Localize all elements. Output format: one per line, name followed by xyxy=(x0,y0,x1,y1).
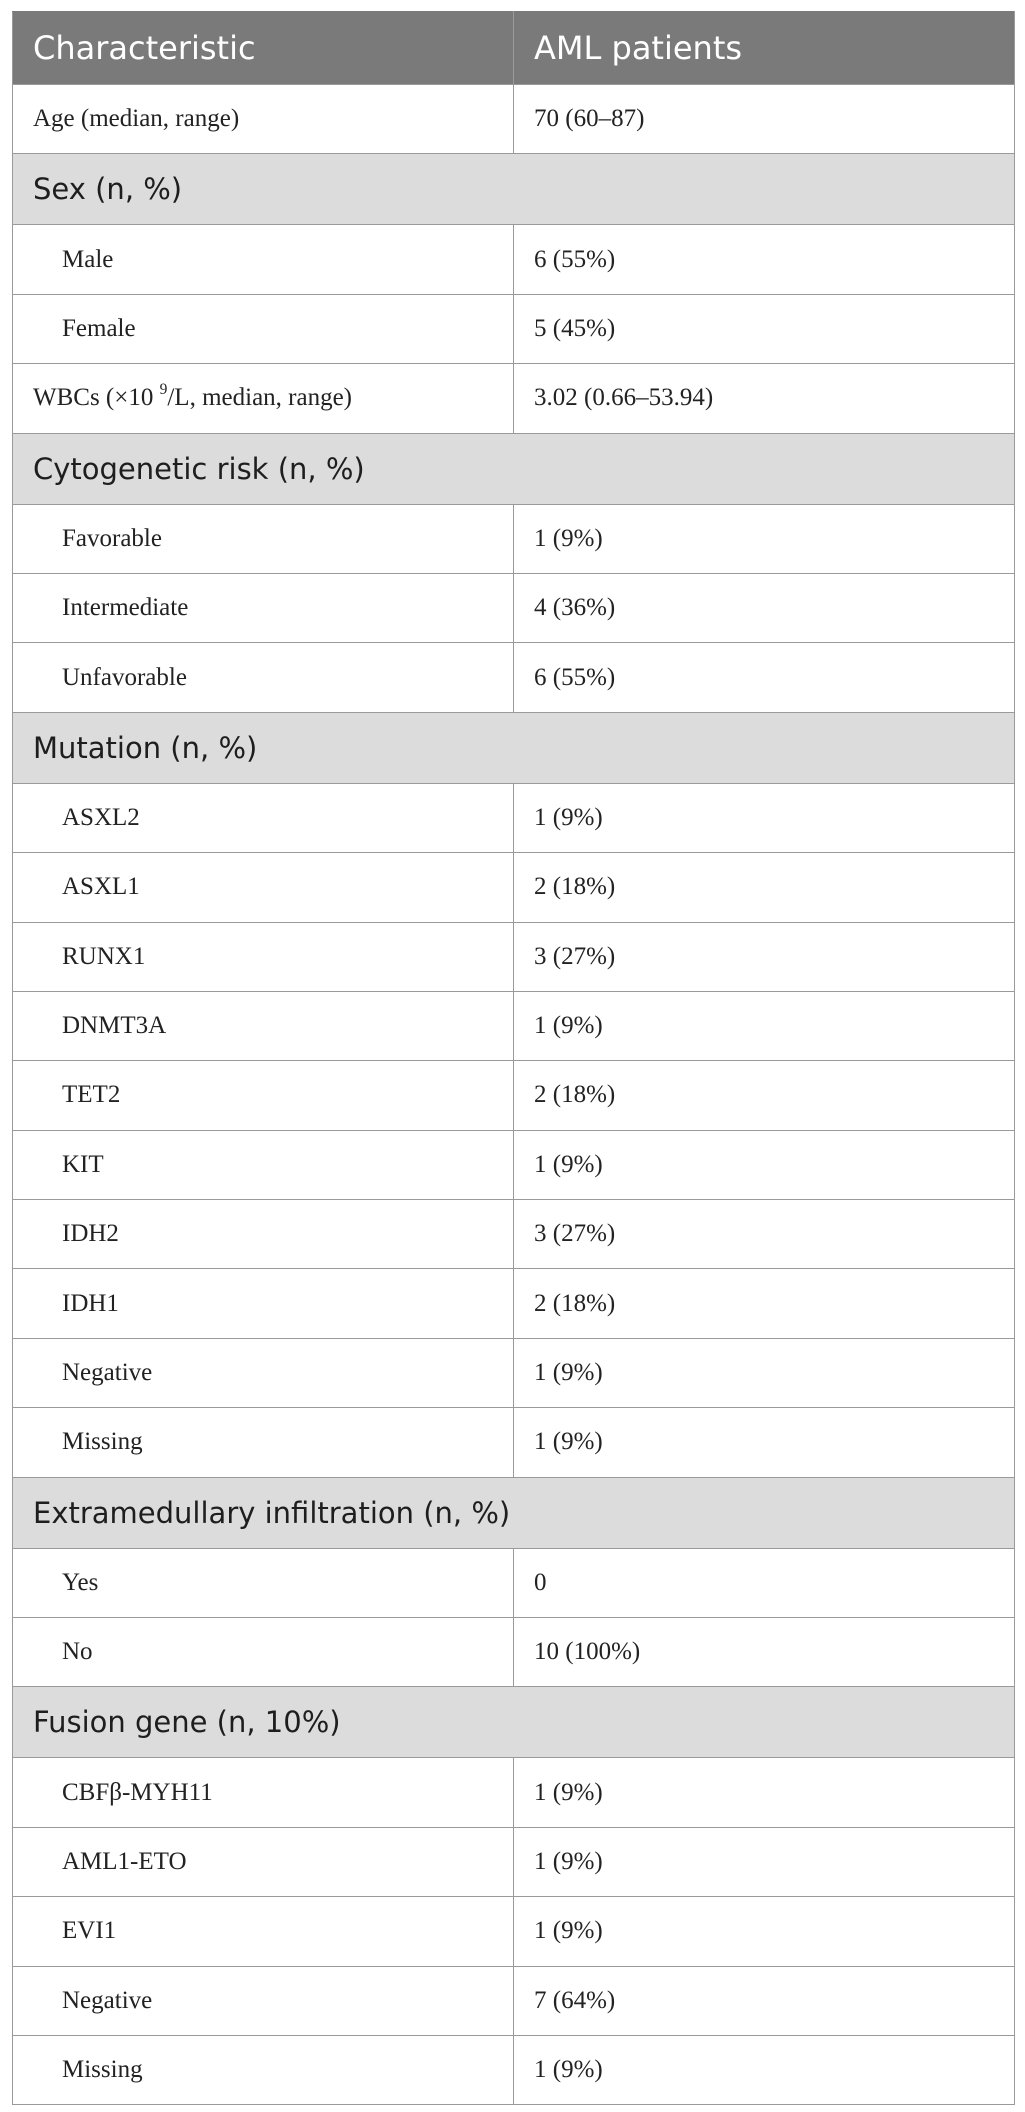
table-row xyxy=(13,1200,1015,1269)
table-row xyxy=(13,1966,1015,2035)
row-value: 3 (27%) xyxy=(514,1200,1015,1269)
row-value: 7 (64%) xyxy=(514,1966,1015,2035)
table-row xyxy=(13,1338,1015,1407)
row-label: No xyxy=(13,1618,514,1687)
row-value: 1 (9%) xyxy=(514,783,1015,852)
table-row xyxy=(13,294,1015,363)
row-value: 0 xyxy=(514,1548,1015,1617)
section-row-sex xyxy=(13,154,1015,225)
row-label: Missing xyxy=(13,2035,514,2104)
table-row xyxy=(13,2035,1015,2104)
row-label-wbc xyxy=(13,364,514,433)
table-row xyxy=(13,573,1015,642)
row-value: 2 (18%) xyxy=(514,1269,1015,1338)
row-value: 2 (18%) xyxy=(514,1061,1015,1130)
row-label: Negative xyxy=(13,1966,514,2035)
row-label: Negative xyxy=(13,1338,514,1407)
row-value: 1 (9%) xyxy=(514,2035,1015,2104)
row-value: 6 (55%) xyxy=(514,643,1015,712)
wbc-label-pre: WBCs (×10 xyxy=(33,384,160,412)
row-value: 4 (36%) xyxy=(514,573,1015,642)
table-header-row xyxy=(13,12,1015,85)
table-row xyxy=(13,1269,1015,1338)
section-title: Fusion gene (n, 10%) xyxy=(13,1687,1015,1758)
row-label: IDH2 xyxy=(13,1200,514,1269)
row-label: CBFβ-MYH11 xyxy=(13,1758,514,1827)
section-row-extramedullary xyxy=(13,1477,1015,1548)
header-characteristic: Characteristic xyxy=(13,12,514,85)
table-row xyxy=(13,1408,1015,1477)
row-value: 1 (9%) xyxy=(514,1827,1015,1896)
row-value: 1 (9%) xyxy=(514,1130,1015,1199)
row-value: 1 (9%) xyxy=(514,1338,1015,1407)
row-label: Missing xyxy=(13,1408,514,1477)
header-aml-patients: AML patients xyxy=(514,12,1015,85)
table-row xyxy=(13,364,1015,433)
row-label: AML1-ETO xyxy=(13,1827,514,1896)
row-label: KIT xyxy=(13,1130,514,1199)
row-label: Unfavorable xyxy=(13,643,514,712)
row-label: TET2 xyxy=(13,1061,514,1130)
row-value: 3 (27%) xyxy=(514,922,1015,991)
row-value: 1 (9%) xyxy=(514,504,1015,573)
row-label: Yes xyxy=(13,1548,514,1617)
row-label: Female xyxy=(13,294,514,363)
row-value: 3.02 (0.66–53.94) xyxy=(514,364,1015,433)
table-row xyxy=(13,225,1015,294)
row-label: DNMT3A xyxy=(13,991,514,1060)
wbc-label-sup: 9 xyxy=(159,381,168,399)
section-title: Mutation (n, %) xyxy=(13,712,1015,783)
section-title: Cytogenetic risk (n, %) xyxy=(13,433,1015,504)
row-value: 1 (9%) xyxy=(514,991,1015,1060)
section-title: Extramedullary infiltration (n, %) xyxy=(13,1477,1015,1548)
row-label: Male xyxy=(13,225,514,294)
table-row xyxy=(13,504,1015,573)
table-row xyxy=(13,1758,1015,1827)
row-label: ASXL2 xyxy=(13,783,514,852)
row-value: 5 (45%) xyxy=(514,294,1015,363)
table-row xyxy=(13,1061,1015,1130)
row-value: 1 (9%) xyxy=(514,1897,1015,1966)
characteristics-table xyxy=(12,11,1015,2105)
row-value: 2 (18%) xyxy=(514,853,1015,922)
table-row xyxy=(13,1827,1015,1896)
row-label: Favorable xyxy=(13,504,514,573)
section-row-fusion-gene xyxy=(13,1687,1015,1758)
table-row xyxy=(13,1130,1015,1199)
section-row-cytogenetic xyxy=(13,433,1015,504)
table-row xyxy=(13,643,1015,712)
row-label: IDH1 xyxy=(13,1269,514,1338)
table-row xyxy=(13,922,1015,991)
row-value: 70 (60–87) xyxy=(514,85,1015,154)
row-label: ASXL1 xyxy=(13,853,514,922)
row-label: EVI1 xyxy=(13,1897,514,1966)
row-value: 6 (55%) xyxy=(514,225,1015,294)
row-label: RUNX1 xyxy=(13,922,514,991)
row-value: 1 (9%) xyxy=(514,1408,1015,1477)
table-row xyxy=(13,853,1015,922)
row-label: Intermediate xyxy=(13,573,514,642)
row-label: Age (median, range) xyxy=(13,85,514,154)
table-row xyxy=(13,783,1015,852)
table-row xyxy=(13,85,1015,154)
wbc-label-post: /L, median, range) xyxy=(167,384,353,412)
table-row xyxy=(13,1618,1015,1687)
table-row xyxy=(13,991,1015,1060)
section-title: Sex (n, %) xyxy=(13,154,1015,225)
table-row xyxy=(13,1897,1015,1966)
row-value: 10 (100%) xyxy=(514,1618,1015,1687)
row-value: 1 (9%) xyxy=(514,1758,1015,1827)
section-row-mutation xyxy=(13,712,1015,783)
table-row xyxy=(13,1548,1015,1617)
